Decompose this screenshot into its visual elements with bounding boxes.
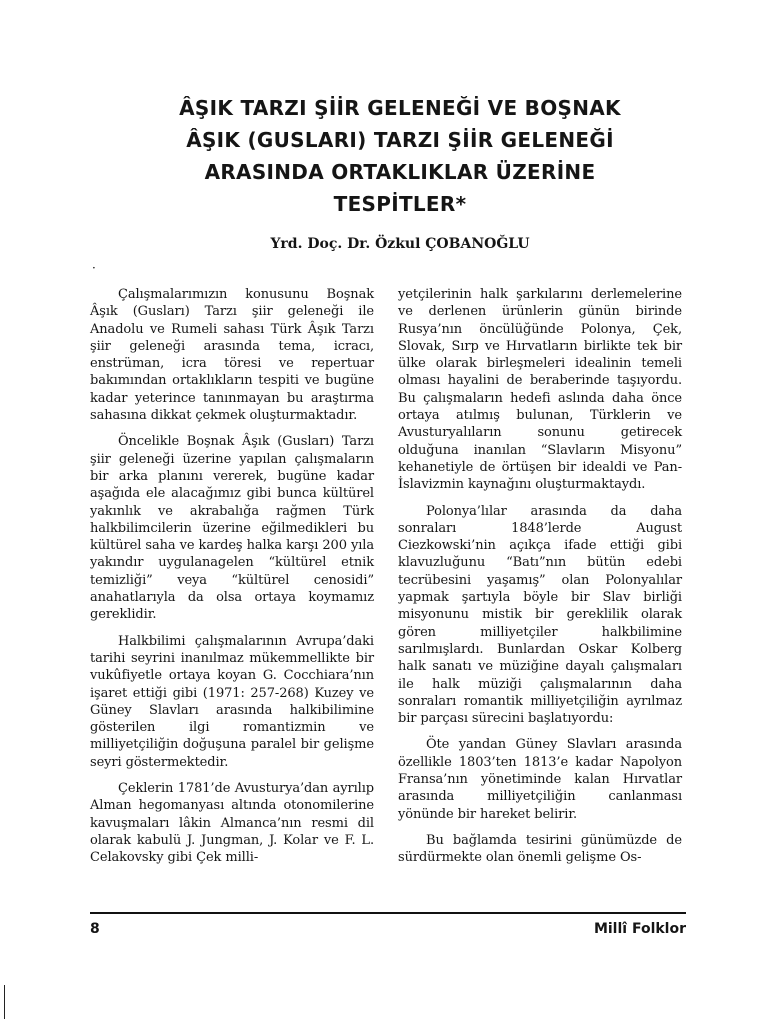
right-column bbox=[398, 286, 682, 876]
paragraph: Bu bağlamda tesirini günümüzde de sürdürmekte olan önemli gelişme Os- bbox=[398, 832, 682, 866]
title-line: ÂŞIK TARZI ŞİİR GELENEĞİ VE BOŞNAK bbox=[179, 96, 621, 120]
journal-name: Millî Folklor bbox=[593, 921, 686, 937]
title-line: ÂŞIK (GUSLARI) TARZI ŞİİR GELENEĞİ bbox=[186, 128, 614, 152]
stray-mark: · bbox=[92, 261, 96, 275]
paragraph: Öncelikle Boşnak Âşık (Gusları) Tarzı şiir geleneği üzerine yapılan çalışmaların bir arka planını vererek, bugüne kadar aşağıda ele alacağımız gibi bunca kültürel yakınlık ve akrabalığa rağmen Türk halkbilimcilerin üzerine eğilmedikleri bu kültürel saha ve kardeş halka karşı 200 yıla yakındır uygulanagelen “kültürel etnik temizliği” veya “kültürel cenosidi” anahatlarıyla da olsa ortaya koymamız gereklidir. bbox=[90, 434, 374, 623]
paragraph: Öte yandan Güney Slavları arasında özellikle 1803’ten 1813’e kadar Napolyon Fransa’nın yönetiminde kalan Hırvatlar arasında milliyetçiliğin canlanması yönünde bir hareket belirir. bbox=[398, 737, 682, 822]
scan-edge-mark bbox=[4, 985, 5, 1019]
article-title bbox=[80, 92, 720, 220]
author-name: Yrd. Doç. Dr. Özkul ÇOBANOĞLU bbox=[270, 236, 530, 252]
paragraph: Polonya’lılar arasında da daha sonraları 1848’lerde August Ciezkowski’nin açıkça ifade ettiği gibi klavuzluğunu “Batı”nın bütün edebi tecrübesini yaşamış” olan Polonyalılar yapmak şartıyla böyle bir Slav birliği misyonunu mistik bir gereklilik olarak gören milliyetçiler halkbilimine sarılmışlardı. Bunlardan Oskar Kolberg halk sanatı ve müziğine dayalı çalışmaları ile halk müziği çalışmalarının daha sonraları romantik milliyetçiliğin ayrılmaz bir parçası sürecini başlatıyordu: bbox=[398, 503, 682, 727]
title-line: TESPİTLER* bbox=[333, 192, 467, 216]
paragraph: Halkbilimi çalışmalarının Avrupa’daki tarihi seyrini inanılmaz mükemmellikte bir vukûfiyetle ortaya koyan G. Cocchiara’nın işaret ettiği gibi (1971: 257-268) Kuzey ve Güney Slavları arasında halkibilimine gösterilen ilgi romantizmin ve milliyetçiliğin doğuşuna paralel bir gelişme seyri göstermektedir. bbox=[90, 633, 374, 770]
page-number: 8 bbox=[90, 921, 100, 937]
footer-rule bbox=[90, 912, 686, 914]
paragraph: Çalışmalarımızın konusunu Boşnak Âşık (Gusları) Tarzı şiir geleneği ile Anadolu ve Rumeli sahası Türk Âşık Tarzı şiir geleneği arasında tema, icracı, enstrüman, icra töresi ve repertuar bakımından ortaklıkların tespiti ve bugüne kadar yeterince tanınmayan bu araştırma sahasına dikkat çekmek oluşturmaktadır. bbox=[90, 287, 374, 424]
paragraph: yetçilerinin halk şarkılarını derlemelerine ve derlenen ürünlerin günün birinde Rusya’nın öncülüğünde Polonya, Çek, Slovak, Sırp ve Hırvatların birlikte tek bir ülke olarak birleşmeleri idealinin temeli olması hayalini de beraberinde taşıyordu. Bu çalışmaların hedefi aslında daha önce ortaya atılmış bulunan, Türklerin ve Avusturyalıların sonunu getirecek olduğuna inanılan “Slavların Misyonu” kehanetiyle de örtüşen bir idealdi ve Pan-İslavizmin kaynağını oluşturmaktaydı. bbox=[398, 287, 682, 493]
paragraph: Çeklerin 1781’de Avusturya’dan ayrılıp Alman hegomanyası altında otonomilerine kavuşmaları lâkin Almanca’nın resmi dil olarak kabulü J. Jungman, J. Kolar ve F. L. Celakovsky gibi Çek milli- bbox=[90, 781, 374, 866]
title-line: ARASINDA ORTAKLIKLAR ÜZERİNE bbox=[204, 160, 596, 184]
left-column bbox=[90, 286, 374, 876]
